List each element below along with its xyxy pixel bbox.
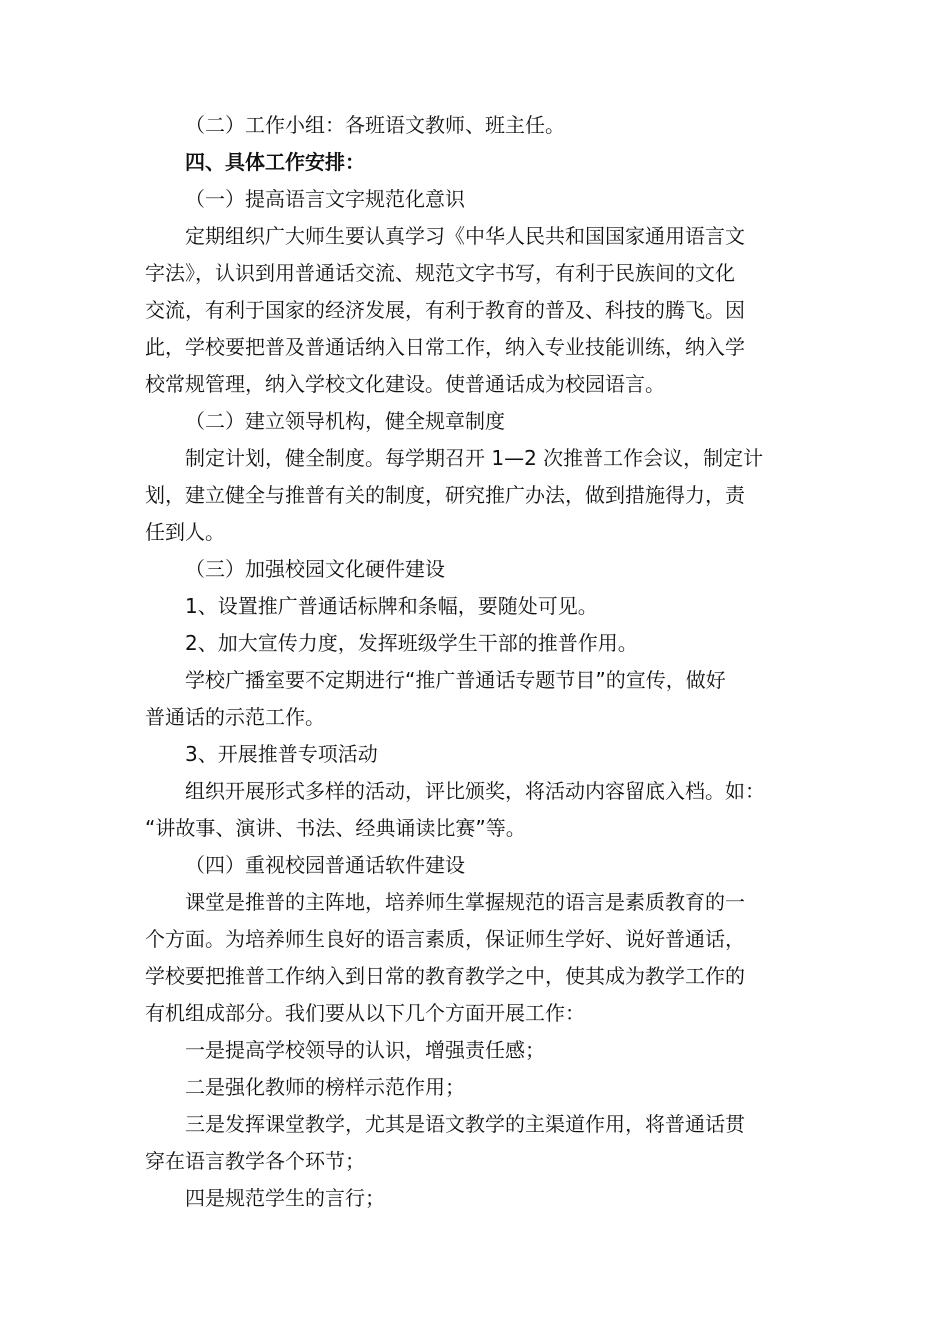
point-one: 一是提高学校领导的认识，增强责任感； <box>185 1038 545 1062</box>
paragraph-line: 学校广播室要不定期进行“推广普通话专题节目”的宣传，做好 <box>185 668 726 692</box>
paragraph-line: 有机组成部分。我们要从以下几个方面开展工作： <box>145 1001 585 1025</box>
paragraph-line: 穿在语言教学各个环节； <box>145 1149 365 1173</box>
point-four: 四是规范学生的言行； <box>185 1186 385 1210</box>
paragraph-line: 组织开展形式多样的活动，评比颁奖，将活动内容留底入档。如： <box>185 779 765 803</box>
paragraph-line: 校常规管理，纳入学校文化建设。使普通话成为校园语言。 <box>145 372 665 396</box>
subsection-heading-2: （二）建立领导机构，健全规章制度 <box>185 409 505 433</box>
document-page <box>145 107 810 1217</box>
paragraph-line: 普通话的示范工作。 <box>145 705 325 729</box>
paragraph-line: 制定计划，健全制度。每学期召开 1—2 次推普工作会议，制定计 <box>185 446 764 470</box>
subsection-heading-1: （一）提高语言文字规范化意识 <box>185 187 465 211</box>
section-heading-work-arrangement: 四、具体工作安排： <box>185 150 365 174</box>
subsection-heading-4: （四）重视校园普通话软件建设 <box>185 853 465 877</box>
paragraph-line: 划，建立健全与推普有关的制度，研究推广办法，做到措施得力，责 <box>145 483 745 507</box>
list-item-3: 3、开展推普专项活动 <box>185 742 378 766</box>
paragraph-line: 任到人。 <box>145 520 225 544</box>
paragraph-line: 定期组织广大师生要认真学习《中华人民共和国国家通用语言文 <box>185 224 745 248</box>
paragraph-line: 个方面。为培养师生良好的语言素质，保证师生学好、说好普通话， <box>145 927 745 951</box>
paragraph-line: 交流，有利于国家的经济发展，有利于教育的普及、科技的腾飞。因 <box>145 298 745 322</box>
list-item-2: 2、加大宣传力度，发挥班级学生干部的推普作用。 <box>185 631 638 655</box>
list-item-1: 1、设置推广普通话标牌和条幅，要随处可见。 <box>185 594 598 618</box>
paragraph-line: 此，学校要把普及普通话纳入日常工作，纳入专业技能训练，纳入学 <box>145 335 745 359</box>
subsection-work-group: （二）工作小组：各班语文教师、班主任。 <box>185 113 565 137</box>
point-two: 二是强化教师的榜样示范作用； <box>185 1075 465 1099</box>
paragraph-line: 字法》，认识到用普通话交流、规范文字书写，有利于民族间的文化 <box>145 261 735 285</box>
paragraph-line: 学校要把推普工作纳入到日常的教育教学之中，使其成为教学工作的 <box>145 964 745 988</box>
paragraph-line: 课堂是推普的主阵地，培养师生掌握规范的语言是素质教育的一 <box>185 890 745 914</box>
point-three: 三是发挥课堂教学，尤其是语文教学的主渠道作用，将普通话贯 <box>185 1112 745 1136</box>
subsection-heading-3: （三）加强校园文化硬件建设 <box>185 557 445 581</box>
paragraph-line: “讲故事、演讲、书法、经典诵读比赛”等。 <box>145 816 526 840</box>
